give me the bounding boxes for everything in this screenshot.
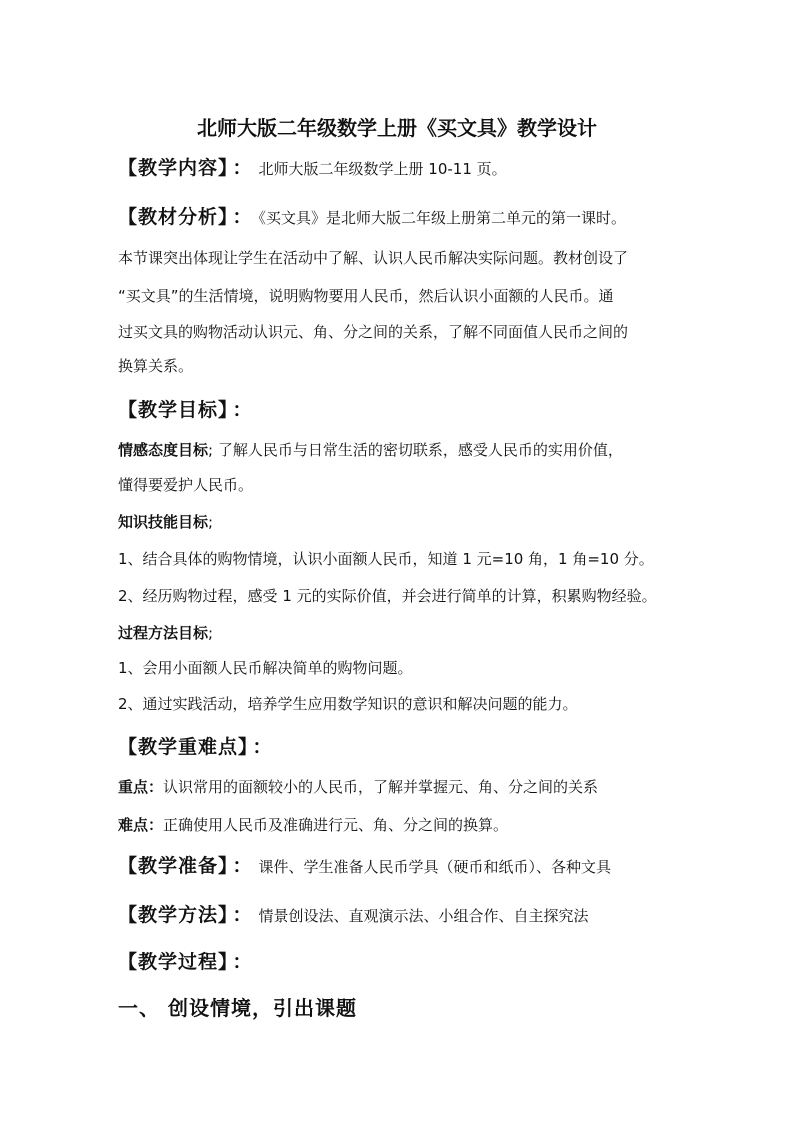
teaching-process-heading: 【教学过程】 — [118, 951, 229, 973]
keypoints-heading: 【教学重难点】 — [118, 736, 249, 758]
knowledge-goal-suffix: ; — [208, 513, 214, 531]
teaching-content-colon: ： — [232, 157, 253, 179]
teaching-content-row — [118, 158, 507, 179]
teaching-content-text: 北师大版二年级数学上册 10-11 页。 — [258, 160, 507, 178]
material-analysis-line4: 过买文具的购物活动认识元、角、分之间的关系，了解不同面值人民币之间的 — [118, 323, 629, 341]
material-analysis-line1: 《买文具》是北师大版二年级上册第二单元的第一课时。 — [258, 209, 627, 227]
difficult-point-row — [118, 815, 508, 835]
method-goal-label: 过程方法目标 — [118, 624, 209, 642]
teaching-methods-heading: 【教学方法】 — [118, 904, 229, 926]
knowledge-goal-item2: 2、经历购物过程，感受 1 元的实际价值，并会进行简单的计算，积累购物经验。 — [118, 587, 657, 605]
emotion-goal-row — [118, 440, 623, 460]
teaching-methods-row — [118, 905, 589, 926]
key-point-text: 认识常用的面额较小的人民币，了解并掌握元、角、分之间的关系 — [163, 778, 599, 796]
material-analysis-line3: “买文具”的生活情境，说明购物要用人民币，然后认识小面额的人民币。通 — [118, 287, 614, 305]
teaching-goals-colon: ： — [232, 399, 253, 421]
key-point-row — [118, 777, 598, 797]
teaching-process-row — [118, 952, 259, 972]
key-point-label: 重点： — [118, 778, 164, 796]
material-analysis-heading: 【教材分析】 — [118, 206, 229, 228]
document-title: 北师大版二年级数学上册《买文具》教学设计 — [197, 116, 597, 140]
teaching-prep-row — [118, 856, 611, 877]
knowledge-goal-item1: 1、结合具体的购物情境，认识小面额人民币，知道 1 元=10 角，1 角=10 分。 — [118, 550, 654, 568]
emotion-goal-text2: 懂得要爱护人民币。 — [118, 476, 254, 494]
section-one-heading: 一、 创设情境，引出课题 — [118, 996, 357, 1020]
difficult-point-text: 正确使用人民币及准确进行元、角、分之间的换算。 — [163, 816, 509, 834]
method-goal-row — [118, 623, 213, 643]
knowledge-goal-row — [118, 512, 213, 532]
difficult-point-label: 难点： — [118, 816, 164, 834]
teaching-prep-text: 课件、学生准备人民币学具（硬币和纸币）、各种文具 — [258, 858, 612, 876]
teaching-prep-heading: 【教学准备】 — [118, 855, 229, 877]
material-analysis-line2: 本节课突出体现让学生在活动中了解、认识人民币解决实际问题。教材创设了 — [118, 249, 629, 267]
keypoints-colon: ： — [252, 736, 273, 758]
emotion-goal-text1: ; 了解人民币与日常生活的密切联系，感受人民币的实用价值， — [208, 441, 623, 459]
method-goal-item1: 1、会用小面额人民币解决简单的购物问题。 — [118, 659, 413, 677]
teaching-methods-colon: ： — [232, 904, 253, 926]
material-analysis-colon: ： — [232, 206, 253, 228]
teaching-content-heading: 【教学内容】 — [118, 157, 229, 179]
knowledge-goal-label: 知识技能目标 — [118, 513, 209, 531]
teaching-prep-colon: ： — [232, 855, 253, 877]
teaching-goals-heading: 【教学目标】 — [118, 399, 229, 421]
teaching-methods-text: 情景创设法、直观演示法、小组合作、自主探究法 — [258, 907, 589, 925]
teaching-process-colon: ： — [232, 951, 253, 973]
material-analysis-row — [118, 207, 626, 228]
teaching-goals-row — [118, 400, 259, 420]
keypoints-row — [118, 737, 279, 757]
method-goal-item2: 2、通过实践活动，培养学生应用数学知识的意识和解决问题的能力。 — [118, 695, 578, 713]
material-analysis-line5: 换算关系。 — [118, 357, 194, 375]
emotion-goal-label: 情感态度目标 — [118, 441, 209, 459]
method-goal-suffix: ; — [208, 624, 214, 642]
